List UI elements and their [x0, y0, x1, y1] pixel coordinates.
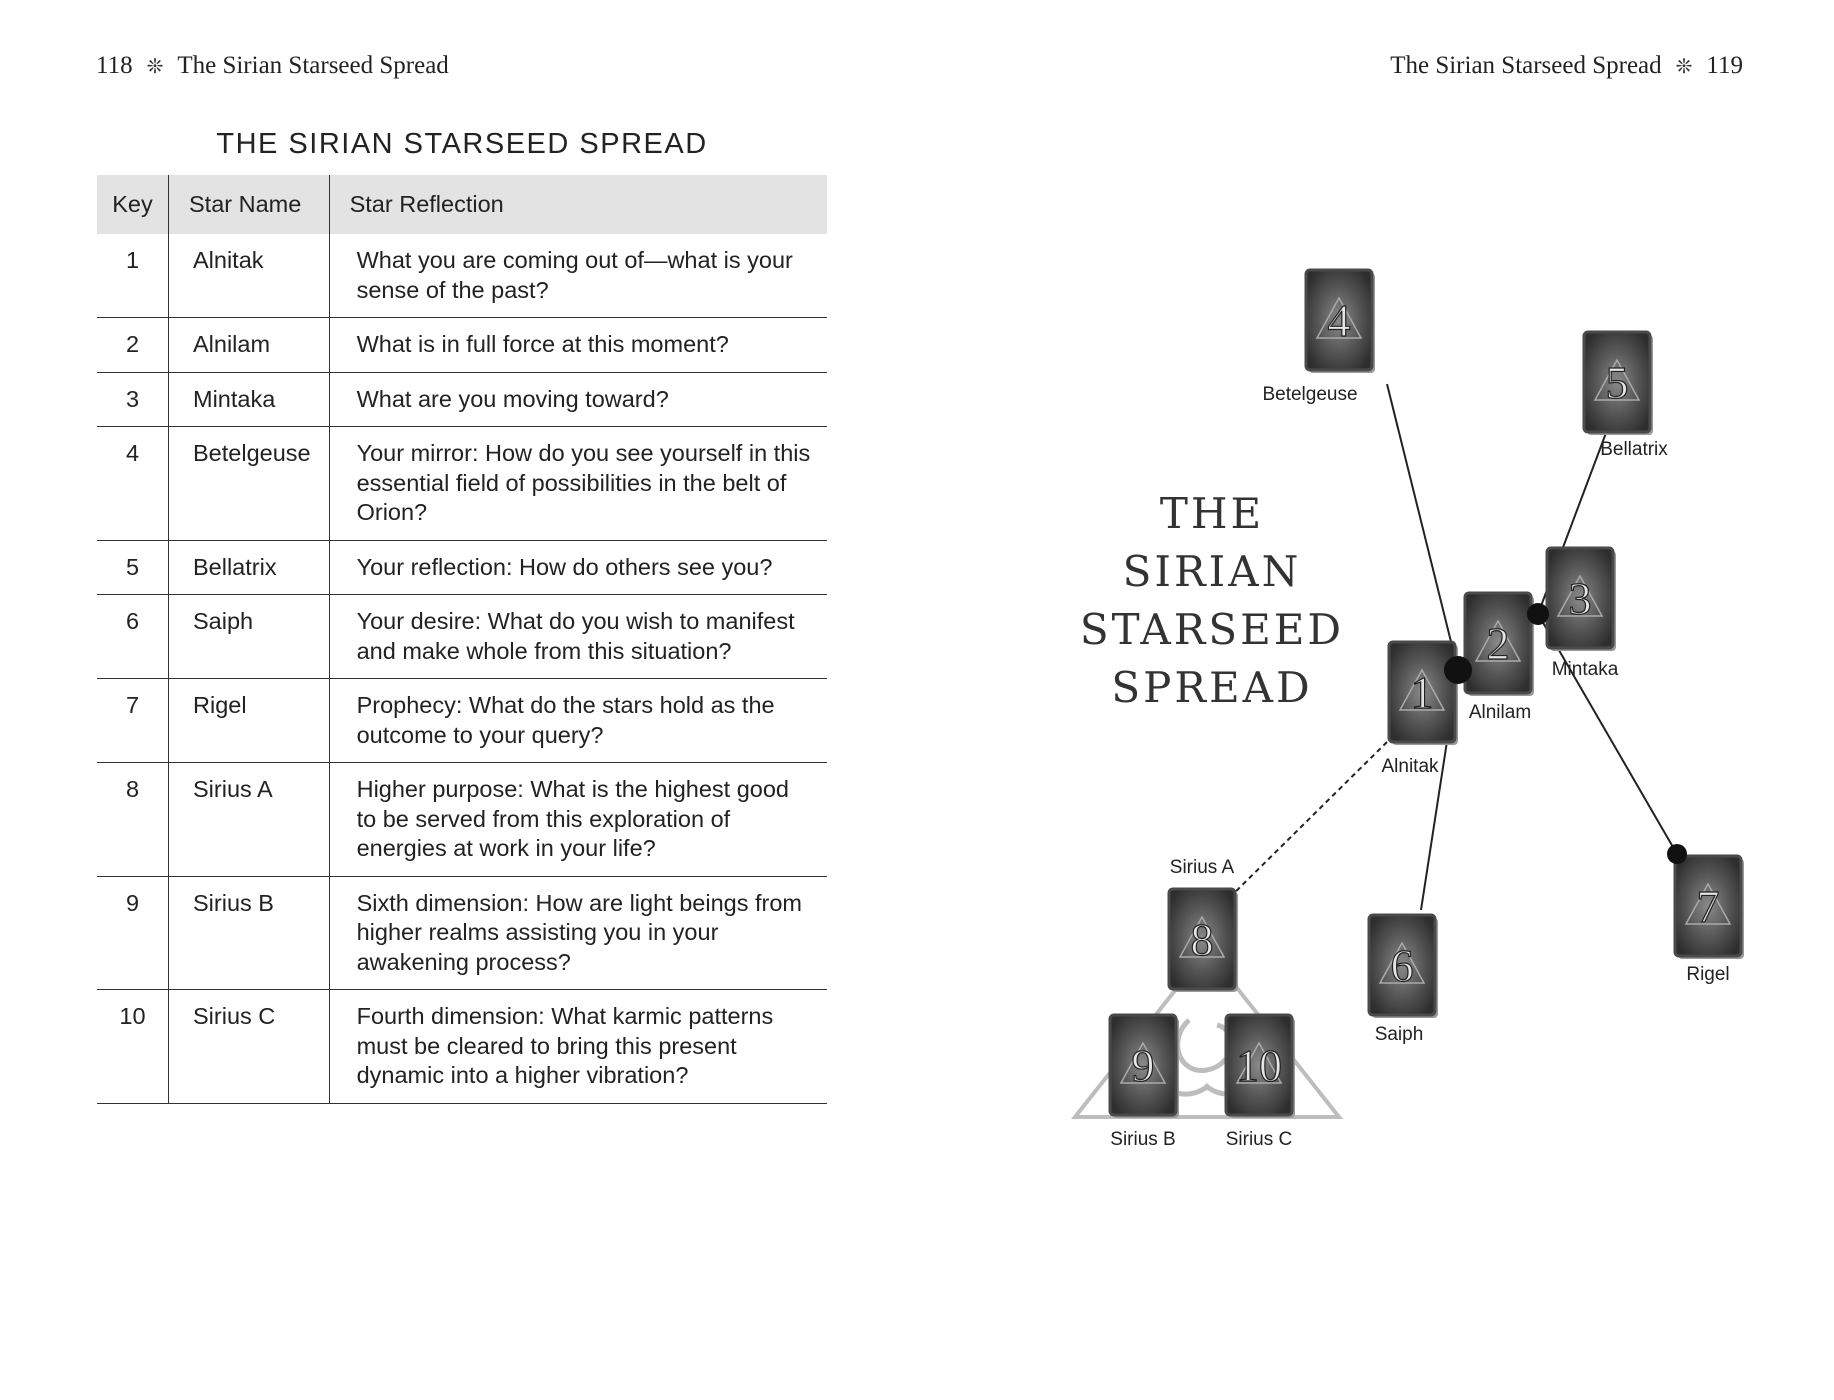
table-row — [97, 595, 827, 679]
table-title: THE SIRIAN STARSEED SPREAD — [216, 128, 708, 160]
table-row — [97, 427, 827, 541]
header-star-name: Star Name — [169, 175, 330, 234]
card-label: Sirius A — [1169, 857, 1235, 878]
row-star-reflection: What you are coming out of—what is your sense of the past? — [329, 234, 827, 318]
table-row — [97, 540, 827, 595]
row-key: 10 — [97, 990, 169, 1104]
card-10 — [1226, 1015, 1295, 1150]
row-star-name: Mintaka — [169, 372, 330, 427]
page-number-right: 119 — [1706, 52, 1743, 79]
row-star-reflection: Sixth dimension: How are light beings from higher realms assisting you in your awakening process? — [329, 876, 827, 990]
table-row — [97, 234, 827, 318]
diagram-title-line: SPREAD — [1111, 663, 1313, 712]
diagram-title-line: SIRIAN STARSEED — [1079, 547, 1345, 654]
table-row — [97, 372, 827, 427]
ornament-icon: ❊ — [1675, 55, 1693, 78]
row-star-name: Sirius B — [169, 876, 330, 990]
row-key: 4 — [97, 427, 169, 541]
card-number: 8 — [1190, 914, 1214, 965]
card-9 — [1110, 1015, 1179, 1150]
card-number: 10 — [1236, 1040, 1282, 1091]
star-dot-alnitak — [1444, 656, 1472, 684]
running-head-left — [96, 52, 449, 80]
table-row — [97, 318, 827, 373]
right-page — [917, 0, 1834, 1400]
row-star-name: Alnitak — [169, 234, 330, 318]
row-star-name: Alnilam — [169, 318, 330, 373]
row-star-reflection: Higher purpose: What is the highest good to be served from this exploration of energies at work in your life? — [329, 763, 827, 877]
card-4 — [1262, 270, 1375, 405]
row-star-name: Rigel — [169, 679, 330, 763]
card-label: Alnilam — [1468, 702, 1532, 723]
card-number: 4 — [1327, 295, 1351, 346]
row-star-reflection: Prophecy: What do the stars hold as the outcome to your query? — [329, 679, 827, 763]
card-number: 3 — [1568, 573, 1592, 624]
page-number-left: 118 — [96, 52, 133, 79]
row-star-reflection: Your mirror: How do you see yourself in this essential field of possibilities in the belt of Orion? — [329, 427, 827, 541]
card-label: Sirius C — [1225, 1129, 1293, 1150]
row-star-reflection: What is in full force at this moment? — [329, 318, 827, 373]
star-dot-rigel — [1667, 844, 1687, 864]
card-label: Alnitak — [1381, 756, 1439, 777]
row-key: 5 — [97, 540, 169, 595]
card-label: Mintaka — [1551, 659, 1619, 680]
card-3 — [1547, 548, 1619, 680]
row-star-name: Saiph — [169, 595, 330, 679]
card-5 — [1584, 332, 1668, 460]
row-key: 7 — [97, 679, 169, 763]
card-8 — [1169, 857, 1238, 992]
row-star-reflection: Fourth dimension: What karmic patterns must be cleared to bring this present dynamic into a higher vibration? — [329, 990, 827, 1104]
row-star-name: Sirius A — [169, 763, 330, 877]
table-row — [97, 990, 827, 1104]
table-header-row — [97, 175, 827, 234]
row-key: 8 — [97, 763, 169, 877]
row-key: 1 — [97, 234, 169, 318]
row-key: 3 — [97, 372, 169, 427]
card-number: 2 — [1486, 618, 1510, 669]
diagram-title-line: THE — [1159, 489, 1265, 538]
card-number: 1 — [1410, 667, 1434, 718]
line-betelgeuse — [1387, 384, 1458, 670]
running-title-left: The Sirian Starseed Spread — [177, 52, 449, 79]
line-sirius — [1217, 742, 1387, 910]
row-star-reflection: What are you moving toward? — [329, 372, 827, 427]
row-star-name: Betelgeuse — [169, 427, 330, 541]
row-star-reflection: Your desire: What do you wish to manifest and make whole from this situation? — [329, 595, 827, 679]
row-star-name: Bellatrix — [169, 540, 330, 595]
star-dot-mintaka — [1527, 603, 1549, 625]
cards-group — [1110, 270, 1744, 1150]
card-number: 9 — [1131, 1040, 1155, 1091]
row-star-reflection: Your reflection: How do others see you? — [329, 540, 827, 595]
spread-table — [97, 175, 827, 1104]
card-number: 6 — [1390, 940, 1414, 991]
card-7 — [1675, 856, 1744, 985]
row-key: 2 — [97, 318, 169, 373]
card-label: Betelgeuse — [1262, 384, 1358, 405]
card-number: 5 — [1605, 357, 1629, 408]
ornament-icon: ❊ — [146, 55, 164, 78]
header-key: Key — [97, 175, 169, 234]
table-row — [97, 763, 827, 877]
card-label: Sirius B — [1110, 1129, 1176, 1150]
row-star-name: Sirius C — [169, 990, 330, 1104]
card-label: Bellatrix — [1600, 439, 1668, 460]
card-label: Saiph — [1374, 1024, 1424, 1045]
card-label: Rigel — [1686, 964, 1730, 985]
card-6 — [1369, 915, 1438, 1045]
running-title-right: The Sirian Starseed Spread — [1390, 52, 1662, 79]
table-row — [97, 679, 827, 763]
card-number: 7 — [1696, 881, 1720, 932]
spread-diagram — [917, 0, 1834, 1400]
table-row — [97, 876, 827, 990]
header-star-reflection: Star Reflection — [329, 175, 827, 234]
row-key: 9 — [97, 876, 169, 990]
row-key: 6 — [97, 595, 169, 679]
card-2 — [1465, 593, 1534, 723]
